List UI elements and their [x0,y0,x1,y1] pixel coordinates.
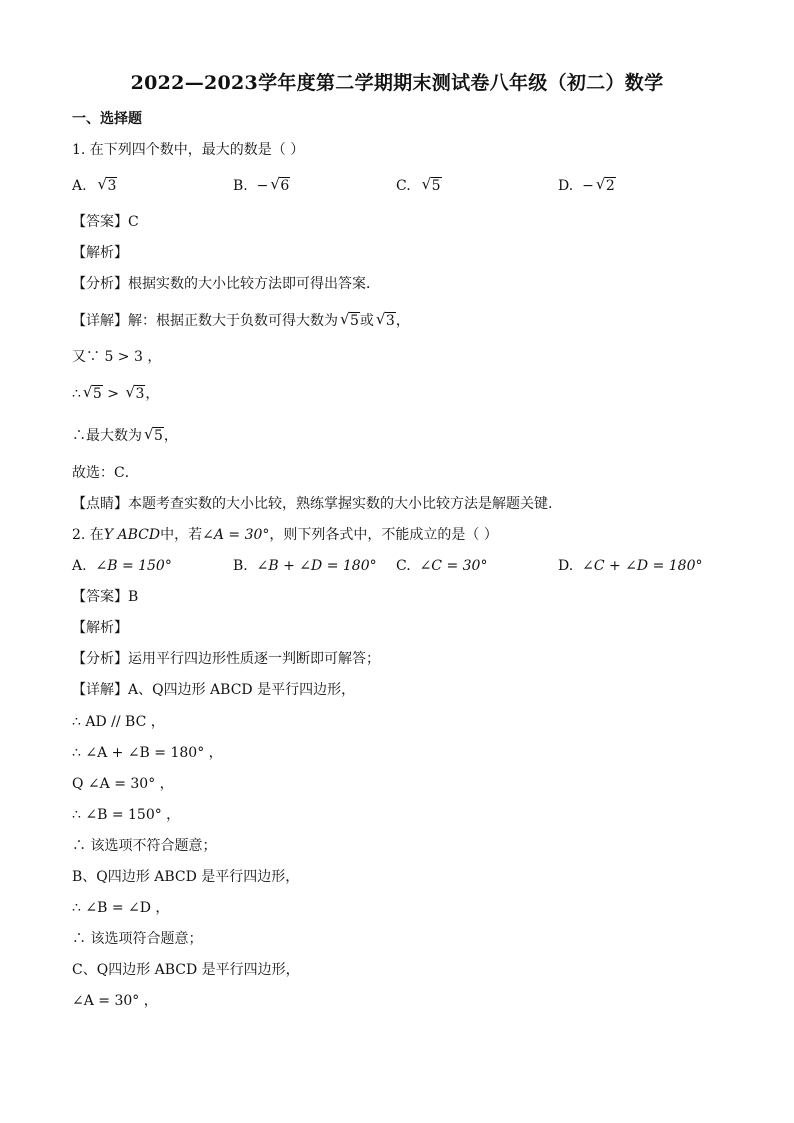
q2-stem: 2. 在Y ABCD中，若∠A = 30°，则下列各式中，不能成立的是（ ） [72,527,498,543]
sqrt-symbol: √ 5 [422,176,442,196]
q1-choose: 故选：C． [72,465,139,481]
q2-line: C、Q四边形 ABCD 是平行四边形， [72,962,300,978]
q1-xiangjie: 【详解】解：根据正数大于负数可得大数为√ 5或√ 3， [72,311,410,331]
q2-option-d[interactable]: D. ∠C + ∠D = 180° [558,558,703,574]
sqrt-symbol: √ 3 [97,176,117,196]
q1-option-a[interactable]: A. √ 3 [72,176,117,196]
q2-line: ∠A = 30° ， [72,993,158,1009]
page-title: 2022—2023学年度第二学期期末测试卷八年级（初二）数学 [130,72,664,94]
q1-analysis-heading: 【解析】 [72,245,128,261]
q2-fenxi: 【分析】运用平行四边形性质逐一判断即可解答； [72,651,380,667]
q2-line: B、Q四边形 ABCD 是平行四边形， [72,869,300,885]
q2-line: ∴ ∠B = 150° ， [72,807,181,823]
q1-step2: ∴√ 5 > √ 3， [72,384,159,404]
q1-step3: ∴最大数为√ 5， [72,426,178,446]
q2-line: ∴ 该选项不符合题意； [72,838,217,854]
q2-answer: 【答案】B [72,589,139,605]
q1-option-b[interactable]: B. −√ 6 [233,176,290,196]
q1-answer: 【答案】C [72,214,139,230]
q2-option-b[interactable]: B. ∠B + ∠D = 180° [233,558,377,574]
q2-xiangjie: 【详解】A、Q四边形 ABCD 是平行四边形， [72,682,356,698]
q2-analysis-heading: 【解析】 [72,620,128,636]
q1-step1: 又∵ 5 > 3 ， [72,349,162,365]
sqrt-symbol: √ 6 [270,176,290,196]
q2-line: ∴ ∠A + ∠B = 180° ， [72,745,223,761]
q2-option-a[interactable]: A. ∠B = 150° [72,558,172,574]
section-heading: 一、选择题 [72,111,142,127]
q2-line: ∴ 该选项符合题意； [72,931,203,947]
q1-dianjing: 【点睛】本题考查实数的大小比较，熟练掌握实数的大小比较方法是解题关键. [72,496,553,512]
q2-line: Q ∠A = 30° ， [72,776,174,792]
sqrt-symbol: √ 2 [596,176,616,196]
q2-line: ∴ ∠B = ∠D ， [72,900,170,916]
q2-option-c[interactable]: C. ∠C = 30° [396,558,488,574]
q2-line: ∴ AD // BC ， [72,714,165,730]
q1-option-c[interactable]: C. √ 5 [396,176,442,196]
q1-option-d[interactable]: D. −√ 2 [558,176,616,196]
q1-fenxi: 【分析】根据实数的大小比较方法即可得出答案． [72,276,380,292]
q1-stem: 1. 在下列四个数中，最大的数是（ ） [72,142,305,158]
